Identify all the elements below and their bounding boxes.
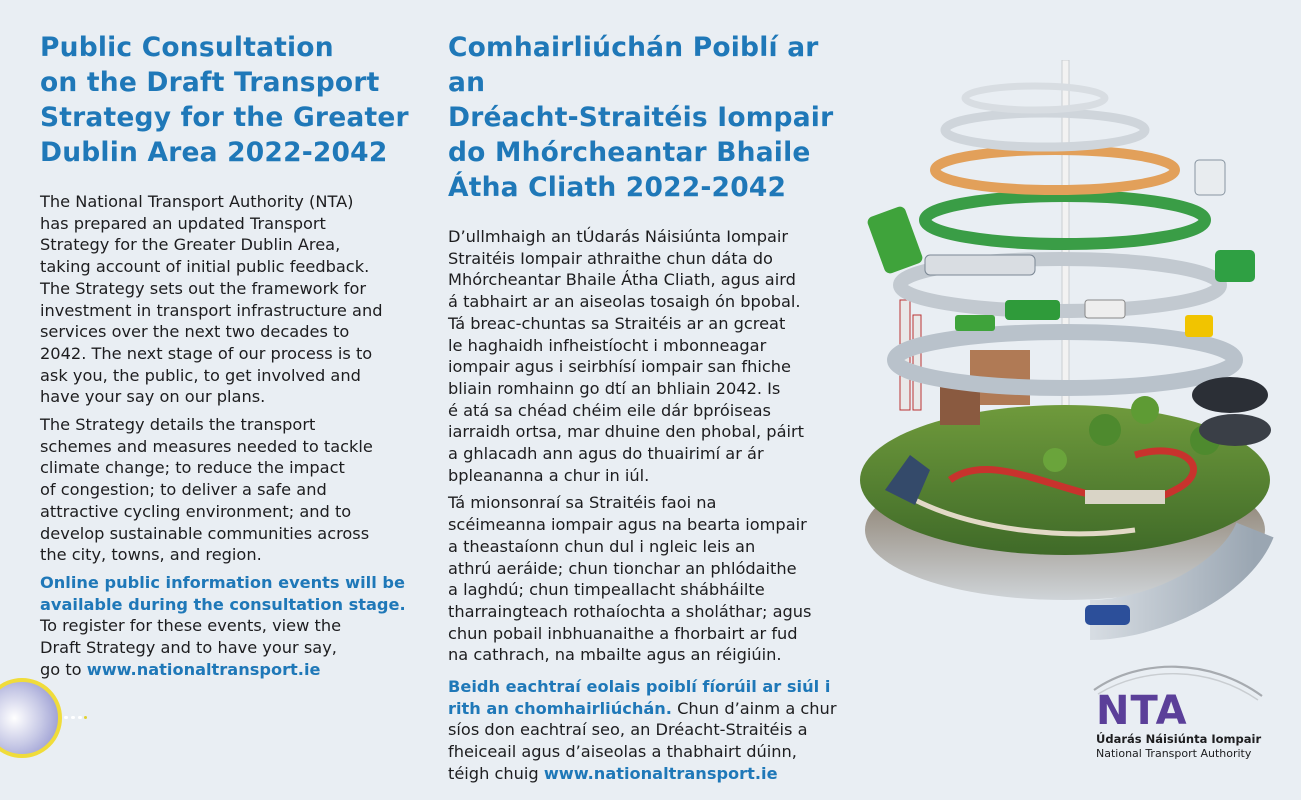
nta-logo bbox=[1090, 660, 1280, 770]
logo-wordmark: NTA bbox=[1096, 688, 1188, 734]
decorative-circle-icon bbox=[0, 676, 64, 760]
english-events-heading: Online public information events will be available during the consultation stage. bbox=[40, 572, 406, 614]
irish-events-heading-line1: Beidh eachtraí eolais poiblí fíorúil ar siúl i bbox=[448, 677, 831, 697]
english-register-body: To register for these events, view the Draft Strategy and to have your say, go to bbox=[40, 616, 342, 679]
irish-intro-paragraph: D’ullmhaigh an tÚdarás Náisiúnta Iompair Straitéis Iompair athraithe chun dáta do Mhórcheantar Bhaile Átha Cliath, agus aird á tabhairt ar an aiseolas tosaigh ón bpobal. Tá breac-chuntas sa Straitéis ar an gcreat le haghaidh infheistíocht i mbonneagar iompair agus i seirbhísí iompair san fhiche bliain romhainn go dtí an bhliain 2042. Is é atá sa chéad chéim eile dár bpróiseas iarraidh ortsa, mar dhuine den phobal, páirt a ghlacadh ann agus do thuairimí ar ár bpleananna a chur in iúl. bbox=[448, 227, 804, 485]
english-strategy-paragraph: The Strategy details the transport schemes and measures needed to tackle climate change; to reduce the impact of congestion; to deliver a safe and attractive cycling environment; and to develop sustainable communities across the city, towns, and region. bbox=[40, 415, 373, 565]
irish-column bbox=[448, 30, 848, 785]
irish-events-heading-line2: rith an chomhairliúchán. bbox=[448, 698, 672, 718]
irish-events-block bbox=[448, 676, 848, 785]
english-register-text bbox=[40, 615, 430, 680]
irish-title: Comhairliúchán Poiblí ar an Dréacht-Straitéis Iompair do Mhórcheantar Bhaile Átha Cliath 2022-2042 bbox=[448, 32, 834, 203]
irish-register-body: síos don eachtraí seo, an Dréacht-Straitéis a fheiceail agus d’aiseolas a thabhairt dúinn, téigh chuig bbox=[448, 720, 808, 783]
irish-website-link[interactable]: www.nationaltransport.ie bbox=[543, 763, 778, 783]
english-title: Public Consultation on the Draft Transport Strategy for the Greater Dublin Area 2022-2042 bbox=[40, 32, 409, 168]
irish-strategy-paragraph: Tá mionsonraí sa Straitéis faoi na scéimeanna iompair agus na bearta iompair a theastaíonn chun dul i ngleic leis an athrú aeráide; chun tionchar an phlódaithe a laghdú; chun timpeallacht shábháilte tharraingteach rothaíochta a sholáthar; agus chun pobail inbhuanaithe a fhorbairt ar fud na cathrach, na mbailte agus an réigiúin. bbox=[448, 493, 812, 665]
logo-irish-name: Údarás Náisiúnta Iompair bbox=[1096, 732, 1262, 746]
spiral-transport-illustration bbox=[855, 60, 1285, 640]
decorative-dots bbox=[64, 716, 88, 720]
irish-register-start: Chun d’ainm a chur bbox=[671, 698, 837, 718]
english-column bbox=[40, 30, 430, 680]
english-intro-paragraph: The National Transport Authority (NTA) has prepared an updated Transport Strategy for the Greater Dublin Area, taking account of initial public feedback. The Strategy sets out the framework for investment in transport infrastructure and services over the next two decades to 2042. The next stage of our process is to ask you, the public, to get involved and have your say on our plans. bbox=[40, 192, 383, 407]
english-website-link[interactable]: www.nationaltransport.ie bbox=[86, 659, 321, 679]
logo-english-name: National Transport Authority bbox=[1096, 747, 1252, 760]
